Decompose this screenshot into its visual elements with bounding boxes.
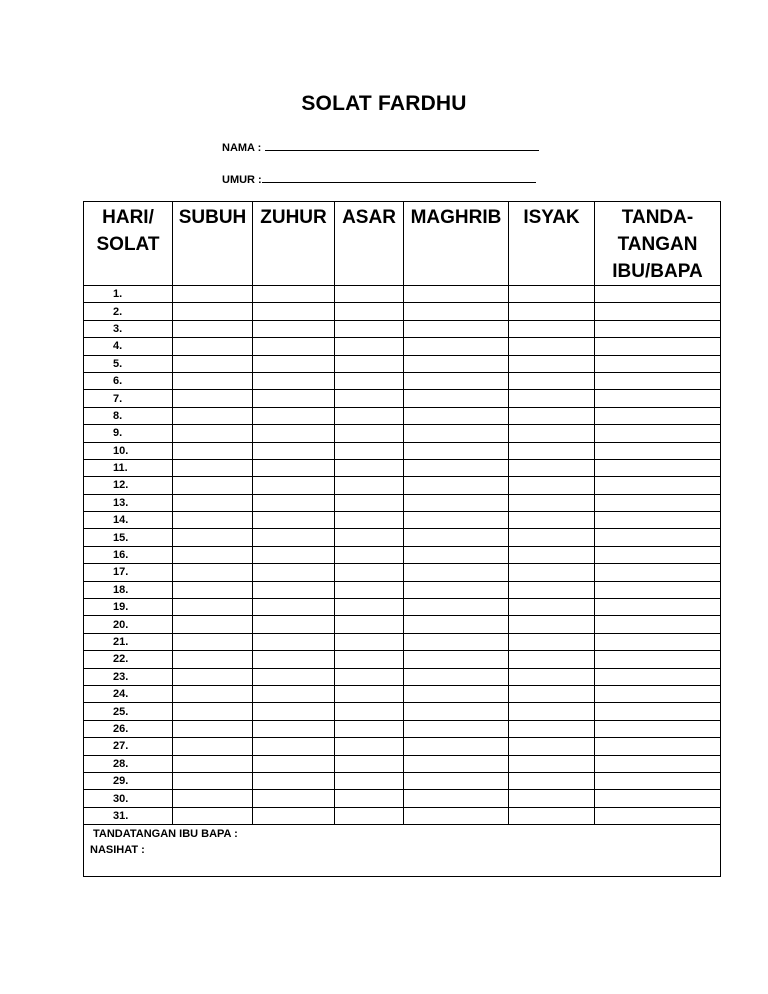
cell-zuhur[interactable] bbox=[253, 320, 335, 337]
table-row bbox=[84, 790, 721, 807]
cell-subuh[interactable] bbox=[173, 338, 253, 355]
day-number: 28. bbox=[84, 755, 173, 772]
name-field bbox=[222, 139, 539, 154]
cell-asar[interactable] bbox=[335, 685, 404, 702]
cell-tandatangan[interactable] bbox=[595, 338, 721, 355]
cell-asar[interactable] bbox=[335, 738, 404, 755]
cell-tandatangan[interactable] bbox=[595, 303, 721, 320]
cell-maghrib[interactable] bbox=[404, 425, 509, 442]
cell-subuh[interactable] bbox=[173, 512, 253, 529]
cell-zuhur[interactable] bbox=[253, 599, 335, 616]
day-number: 31. bbox=[84, 807, 173, 824]
table-row bbox=[84, 633, 721, 650]
cell-maghrib[interactable] bbox=[404, 320, 509, 337]
cell-tandatangan[interactable] bbox=[595, 633, 721, 650]
cell-zuhur[interactable] bbox=[253, 633, 335, 650]
cell-tandatangan[interactable] bbox=[595, 599, 721, 616]
day-number: 19. bbox=[84, 599, 173, 616]
cell-maghrib[interactable] bbox=[404, 529, 509, 546]
cell-asar[interactable] bbox=[335, 477, 404, 494]
cell-tandatangan[interactable] bbox=[595, 790, 721, 807]
cell-maghrib[interactable] bbox=[404, 390, 509, 407]
cell-tandatangan[interactable] bbox=[595, 425, 721, 442]
cell-asar[interactable] bbox=[335, 494, 404, 511]
cell-asar[interactable] bbox=[335, 772, 404, 789]
table-row bbox=[84, 772, 721, 789]
cell-isyak[interactable] bbox=[509, 320, 595, 337]
day-number: 6. bbox=[84, 372, 173, 389]
cell-subuh[interactable] bbox=[173, 772, 253, 789]
cell-asar[interactable] bbox=[335, 286, 404, 303]
header-asar: ASAR bbox=[335, 202, 404, 286]
cell-maghrib[interactable] bbox=[404, 512, 509, 529]
day-number: 20. bbox=[84, 616, 173, 633]
day-number: 10. bbox=[84, 442, 173, 459]
cell-isyak[interactable] bbox=[509, 755, 595, 772]
cell-maghrib[interactable] bbox=[404, 755, 509, 772]
cell-subuh[interactable] bbox=[173, 407, 253, 424]
header-row bbox=[84, 202, 721, 286]
cell-asar[interactable] bbox=[335, 651, 404, 668]
cell-zuhur[interactable] bbox=[253, 286, 335, 303]
day-number: 2. bbox=[84, 303, 173, 320]
cell-asar[interactable] bbox=[335, 616, 404, 633]
day-number: 18. bbox=[84, 581, 173, 598]
cell-isyak[interactable] bbox=[509, 738, 595, 755]
cell-subuh[interactable] bbox=[173, 651, 253, 668]
table-row bbox=[84, 651, 721, 668]
cell-maghrib[interactable] bbox=[404, 807, 509, 824]
table-row bbox=[84, 320, 721, 337]
day-number: 11. bbox=[84, 459, 173, 476]
cell-maghrib[interactable] bbox=[404, 651, 509, 668]
cell-zuhur[interactable] bbox=[253, 494, 335, 511]
table-row bbox=[84, 442, 721, 459]
cell-asar[interactable] bbox=[335, 807, 404, 824]
cell-tandatangan[interactable] bbox=[595, 372, 721, 389]
day-number: 8. bbox=[84, 407, 173, 424]
header-maghrib: MAGHRIB bbox=[404, 202, 509, 286]
cell-maghrib[interactable] bbox=[404, 668, 509, 685]
cell-subuh[interactable] bbox=[173, 477, 253, 494]
day-number: 25. bbox=[84, 703, 173, 720]
cell-tandatangan[interactable] bbox=[595, 581, 721, 598]
cell-zuhur[interactable] bbox=[253, 512, 335, 529]
header-tandatangan: TANDA- TANGAN IBU/BAPA bbox=[595, 202, 721, 286]
cell-tandatangan[interactable] bbox=[595, 668, 721, 685]
cell-subuh[interactable] bbox=[173, 790, 253, 807]
cell-zuhur[interactable] bbox=[253, 407, 335, 424]
header-subuh: SUBUH bbox=[173, 202, 253, 286]
day-number: 15. bbox=[84, 529, 173, 546]
advice-label: NASIHAT : bbox=[90, 844, 145, 857]
cell-maghrib[interactable] bbox=[404, 772, 509, 789]
cell-isyak[interactable] bbox=[509, 772, 595, 789]
cell-maghrib[interactable] bbox=[404, 599, 509, 616]
cell-tandatangan[interactable] bbox=[595, 477, 721, 494]
table-row bbox=[84, 668, 721, 685]
cell-maghrib[interactable] bbox=[404, 564, 509, 581]
day-number: 26. bbox=[84, 720, 173, 737]
cell-maghrib[interactable] bbox=[404, 372, 509, 389]
cell-isyak[interactable] bbox=[509, 599, 595, 616]
cell-isyak[interactable] bbox=[509, 703, 595, 720]
cell-tandatangan[interactable] bbox=[595, 651, 721, 668]
cell-tandatangan[interactable] bbox=[595, 320, 721, 337]
cell-zuhur[interactable] bbox=[253, 459, 335, 476]
cell-subuh[interactable] bbox=[173, 355, 253, 372]
day-rows bbox=[84, 286, 721, 825]
header-hari-solat: HARI/ SOLAT bbox=[84, 202, 173, 286]
day-number: 5. bbox=[84, 355, 173, 372]
cell-zuhur[interactable] bbox=[253, 651, 335, 668]
cell-asar[interactable] bbox=[335, 581, 404, 598]
table-row bbox=[84, 390, 721, 407]
cell-subuh[interactable] bbox=[173, 459, 253, 476]
cell-zuhur[interactable] bbox=[253, 668, 335, 685]
cell-subuh[interactable] bbox=[173, 581, 253, 598]
cell-subuh[interactable] bbox=[173, 546, 253, 563]
cell-asar[interactable] bbox=[335, 442, 404, 459]
cell-isyak[interactable] bbox=[509, 372, 595, 389]
cell-maghrib[interactable] bbox=[404, 633, 509, 650]
cell-isyak[interactable] bbox=[509, 407, 595, 424]
cell-isyak[interactable] bbox=[509, 807, 595, 824]
day-number: 4. bbox=[84, 338, 173, 355]
cell-isyak[interactable] bbox=[509, 338, 595, 355]
cell-zuhur[interactable] bbox=[253, 720, 335, 737]
cell-asar[interactable] bbox=[335, 407, 404, 424]
cell-tandatangan[interactable] bbox=[595, 494, 721, 511]
table-row bbox=[84, 372, 721, 389]
cell-tandatangan[interactable] bbox=[595, 355, 721, 372]
cell-subuh[interactable] bbox=[173, 755, 253, 772]
cell-maghrib[interactable] bbox=[404, 286, 509, 303]
table-row bbox=[84, 529, 721, 546]
cell-isyak[interactable] bbox=[509, 685, 595, 702]
table-row bbox=[84, 546, 721, 563]
day-number: 22. bbox=[84, 651, 173, 668]
cell-maghrib[interactable] bbox=[404, 442, 509, 459]
day-number: 1. bbox=[84, 286, 173, 303]
cell-zuhur[interactable] bbox=[253, 685, 335, 702]
cell-asar[interactable] bbox=[335, 425, 404, 442]
table-row bbox=[84, 286, 721, 303]
cell-tandatangan[interactable] bbox=[595, 546, 721, 563]
cell-asar[interactable] bbox=[335, 529, 404, 546]
cell-tandatangan[interactable] bbox=[595, 459, 721, 476]
cell-asar[interactable] bbox=[335, 372, 404, 389]
cell-zuhur[interactable] bbox=[253, 442, 335, 459]
cell-zuhur[interactable] bbox=[253, 372, 335, 389]
cell-isyak[interactable] bbox=[509, 720, 595, 737]
cell-asar[interactable] bbox=[335, 390, 404, 407]
day-number: 17. bbox=[84, 564, 173, 581]
cell-subuh[interactable] bbox=[173, 390, 253, 407]
cell-asar[interactable] bbox=[335, 320, 404, 337]
cell-subuh[interactable] bbox=[173, 668, 253, 685]
day-number: 21. bbox=[84, 633, 173, 650]
table-row bbox=[84, 703, 721, 720]
cell-isyak[interactable] bbox=[509, 581, 595, 598]
cell-zuhur[interactable] bbox=[253, 355, 335, 372]
cell-asar[interactable] bbox=[335, 546, 404, 563]
table-row bbox=[84, 494, 721, 511]
cell-maghrib[interactable] bbox=[404, 407, 509, 424]
cell-maghrib[interactable] bbox=[404, 720, 509, 737]
header-isyak: ISYAK bbox=[509, 202, 595, 286]
cell-isyak[interactable] bbox=[509, 355, 595, 372]
table-row bbox=[84, 599, 721, 616]
cell-maghrib[interactable] bbox=[404, 616, 509, 633]
table-row bbox=[84, 407, 721, 424]
cell-maghrib[interactable] bbox=[404, 303, 509, 320]
cell-asar[interactable] bbox=[335, 720, 404, 737]
cell-tandatangan[interactable] bbox=[595, 390, 721, 407]
cell-zuhur[interactable] bbox=[253, 616, 335, 633]
day-number: 13. bbox=[84, 494, 173, 511]
cell-tandatangan[interactable] bbox=[595, 286, 721, 303]
cell-zuhur[interactable] bbox=[253, 425, 335, 442]
cell-subuh[interactable] bbox=[173, 616, 253, 633]
cell-zuhur[interactable] bbox=[253, 303, 335, 320]
header-zuhur: ZUHUR bbox=[253, 202, 335, 286]
cell-subuh[interactable] bbox=[173, 685, 253, 702]
cell-isyak[interactable] bbox=[509, 286, 595, 303]
cell-maghrib[interactable] bbox=[404, 685, 509, 702]
table-row bbox=[84, 581, 721, 598]
cell-tandatangan[interactable] bbox=[595, 755, 721, 772]
cell-zuhur[interactable] bbox=[253, 790, 335, 807]
cell-tandatangan[interactable] bbox=[595, 685, 721, 702]
table-row bbox=[84, 807, 721, 824]
cell-subuh[interactable] bbox=[173, 372, 253, 389]
cell-tandatangan[interactable] bbox=[595, 442, 721, 459]
footer-row bbox=[84, 825, 721, 877]
cell-subuh[interactable] bbox=[173, 633, 253, 650]
cell-asar[interactable] bbox=[335, 755, 404, 772]
cell-isyak[interactable] bbox=[509, 390, 595, 407]
day-number: 16. bbox=[84, 546, 173, 563]
cell-tandatangan[interactable] bbox=[595, 772, 721, 789]
cell-zuhur[interactable] bbox=[253, 546, 335, 563]
cell-tandatangan[interactable] bbox=[595, 616, 721, 633]
cell-isyak[interactable] bbox=[509, 790, 595, 807]
cell-subuh[interactable] bbox=[173, 807, 253, 824]
cell-maghrib[interactable] bbox=[404, 338, 509, 355]
cell-asar[interactable] bbox=[335, 564, 404, 581]
cell-asar[interactable] bbox=[335, 599, 404, 616]
cell-zuhur[interactable] bbox=[253, 772, 335, 789]
day-number: 29. bbox=[84, 772, 173, 789]
cell-zuhur[interactable] bbox=[253, 529, 335, 546]
cell-isyak[interactable] bbox=[509, 477, 595, 494]
cell-isyak[interactable] bbox=[509, 512, 595, 529]
cell-tandatangan[interactable] bbox=[595, 807, 721, 824]
cell-isyak[interactable] bbox=[509, 633, 595, 650]
day-number: 3. bbox=[84, 320, 173, 337]
cell-isyak[interactable] bbox=[509, 442, 595, 459]
cell-isyak[interactable] bbox=[509, 459, 595, 476]
cell-zuhur[interactable] bbox=[253, 581, 335, 598]
day-number: 7. bbox=[84, 390, 173, 407]
day-number: 24. bbox=[84, 685, 173, 702]
cell-maghrib[interactable] bbox=[404, 790, 509, 807]
name-blank-line[interactable] bbox=[265, 139, 539, 151]
cell-zuhur[interactable] bbox=[253, 477, 335, 494]
table-row bbox=[84, 512, 721, 529]
cell-asar[interactable] bbox=[335, 703, 404, 720]
table-row bbox=[84, 459, 721, 476]
cell-subuh[interactable] bbox=[173, 703, 253, 720]
table-row bbox=[84, 685, 721, 702]
cell-asar[interactable] bbox=[335, 668, 404, 685]
age-blank-line[interactable] bbox=[262, 171, 536, 183]
cell-maghrib[interactable] bbox=[404, 477, 509, 494]
table-row bbox=[84, 477, 721, 494]
cell-subuh[interactable] bbox=[173, 303, 253, 320]
page-title: SOLAT FARDHU bbox=[301, 92, 467, 115]
day-number: 14. bbox=[84, 512, 173, 529]
cell-subuh[interactable] bbox=[173, 599, 253, 616]
cell-maghrib[interactable] bbox=[404, 738, 509, 755]
table-row bbox=[84, 338, 721, 355]
cell-zuhur[interactable] bbox=[253, 338, 335, 355]
cell-maghrib[interactable] bbox=[404, 703, 509, 720]
cell-asar[interactable] bbox=[335, 355, 404, 372]
table-row bbox=[84, 425, 721, 442]
cell-zuhur[interactable] bbox=[253, 755, 335, 772]
cell-asar[interactable] bbox=[335, 633, 404, 650]
cell-maghrib[interactable] bbox=[404, 494, 509, 511]
cell-zuhur[interactable] bbox=[253, 564, 335, 581]
cell-subuh[interactable] bbox=[173, 494, 253, 511]
cell-isyak[interactable] bbox=[509, 303, 595, 320]
cell-isyak[interactable] bbox=[509, 546, 595, 563]
age-label: UMUR : bbox=[222, 174, 262, 186]
cell-asar[interactable] bbox=[335, 790, 404, 807]
parent-signature-label: TANDATANGAN IBU BAPA : bbox=[93, 828, 238, 841]
cell-maghrib[interactable] bbox=[404, 581, 509, 598]
cell-tandatangan[interactable] bbox=[595, 703, 721, 720]
day-number: 27. bbox=[84, 738, 173, 755]
cell-subuh[interactable] bbox=[173, 320, 253, 337]
cell-zuhur[interactable] bbox=[253, 738, 335, 755]
table-row bbox=[84, 303, 721, 320]
cell-subuh[interactable] bbox=[173, 442, 253, 459]
day-number: 30. bbox=[84, 790, 173, 807]
cell-zuhur[interactable] bbox=[253, 807, 335, 824]
prayer-chart-table bbox=[83, 201, 721, 877]
cell-asar[interactable] bbox=[335, 303, 404, 320]
cell-tandatangan[interactable] bbox=[595, 407, 721, 424]
cell-asar[interactable] bbox=[335, 512, 404, 529]
day-number: 12. bbox=[84, 477, 173, 494]
cell-maghrib[interactable] bbox=[404, 459, 509, 476]
cell-isyak[interactable] bbox=[509, 529, 595, 546]
cell-subuh[interactable] bbox=[173, 564, 253, 581]
day-number: 9. bbox=[84, 425, 173, 442]
table-row bbox=[84, 738, 721, 755]
cell-subuh[interactable] bbox=[173, 425, 253, 442]
cell-isyak[interactable] bbox=[509, 668, 595, 685]
cell-isyak[interactable] bbox=[509, 564, 595, 581]
day-number: 23. bbox=[84, 668, 173, 685]
cell-subuh[interactable] bbox=[173, 720, 253, 737]
cell-asar[interactable] bbox=[335, 338, 404, 355]
name-label: NAMA : bbox=[222, 142, 262, 154]
cell-isyak[interactable] bbox=[509, 616, 595, 633]
cell-maghrib[interactable] bbox=[404, 355, 509, 372]
cell-subuh[interactable] bbox=[173, 529, 253, 546]
cell-tandatangan[interactable] bbox=[595, 738, 721, 755]
cell-tandatangan[interactable] bbox=[595, 529, 721, 546]
table-row bbox=[84, 355, 721, 372]
cell-isyak[interactable] bbox=[509, 494, 595, 511]
cell-asar[interactable] bbox=[335, 459, 404, 476]
table-row bbox=[84, 720, 721, 737]
cell-tandatangan[interactable] bbox=[595, 720, 721, 737]
cell-isyak[interactable] bbox=[509, 425, 595, 442]
cell-subuh[interactable] bbox=[173, 738, 253, 755]
cell-zuhur[interactable] bbox=[253, 390, 335, 407]
cell-isyak[interactable] bbox=[509, 651, 595, 668]
table-row bbox=[84, 616, 721, 633]
table-row bbox=[84, 564, 721, 581]
table-row bbox=[84, 755, 721, 772]
cell-subuh[interactable] bbox=[173, 286, 253, 303]
footer-cell[interactable] bbox=[84, 825, 721, 877]
cell-tandatangan[interactable] bbox=[595, 512, 721, 529]
cell-zuhur[interactable] bbox=[253, 703, 335, 720]
age-field bbox=[222, 171, 536, 186]
cell-maghrib[interactable] bbox=[404, 546, 509, 563]
cell-tandatangan[interactable] bbox=[595, 564, 721, 581]
